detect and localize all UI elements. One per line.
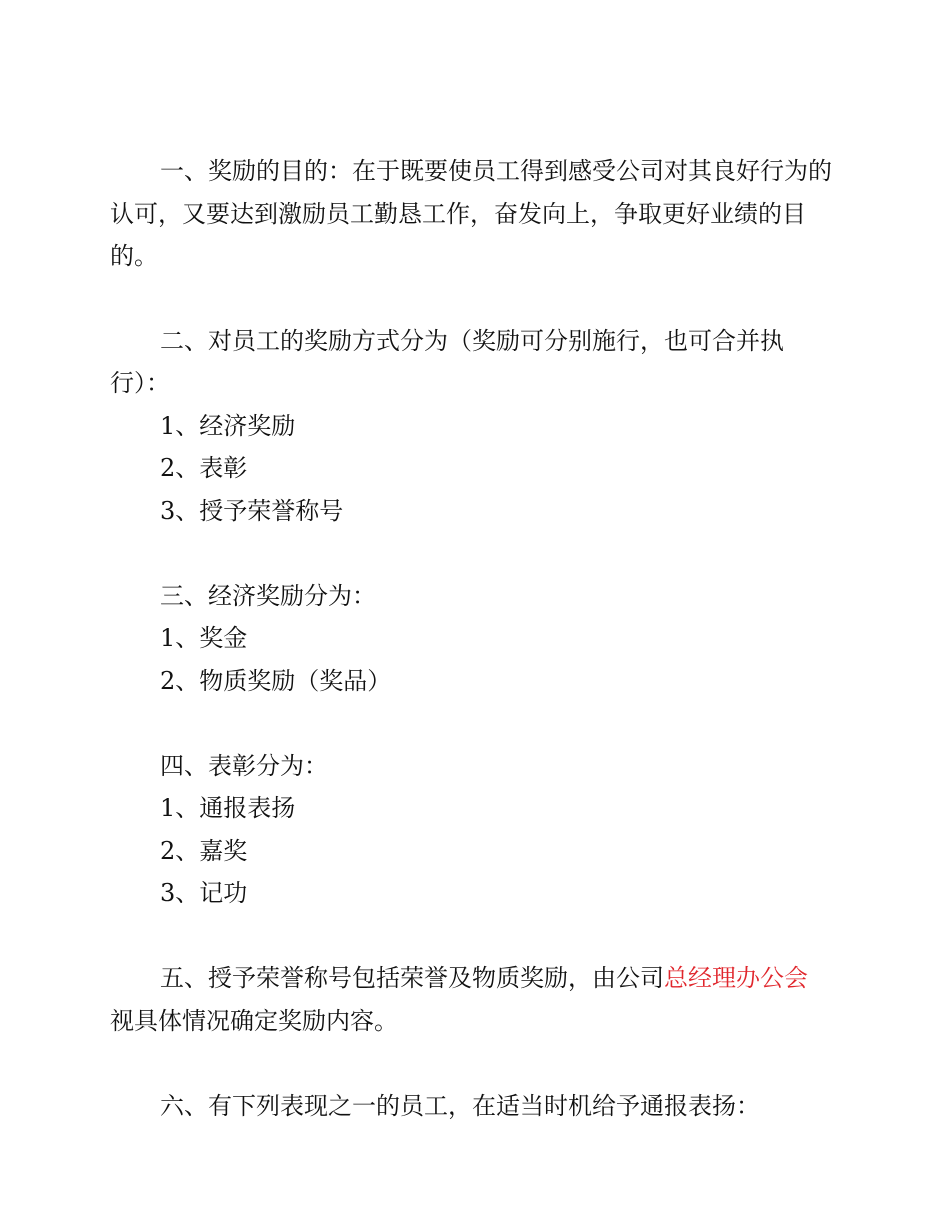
section-5-line-1 (160, 963, 808, 993)
section-2-item-1: 1、经济奖励 (160, 412, 296, 440)
section-4-item-1: 1、通报表扬 (160, 794, 296, 822)
section-3-item-2: 2、物质奖励（奖品） (160, 667, 392, 695)
section-1-line-2: 认可，又要达到激励员工勤恳工作，奋发向上，争取更好业绩的目 (110, 200, 806, 228)
section-2-line-2: 行）： (110, 369, 170, 397)
section-6-line-1: 六、有下列表现之一的员工，在适当时机给予通报表扬： (160, 1092, 760, 1120)
section-2-line-1: 二、对员工的奖励方式分为（奖励可分别施行，也可合并执 (160, 327, 784, 355)
section-5-line-1-text: 五、授予荣誉称号包括荣誉及物质奖励，由公司 (160, 964, 664, 992)
section-1-line-1: 一、奖励的目的：在于既要使员工得到感受公司对其良好行为的 (160, 157, 832, 185)
section-4-item-2: 2、嘉奖 (160, 837, 248, 865)
section-2-item-3: 3、授予荣誉称号 (160, 497, 344, 525)
section-4-heading: 四、表彰分为： (160, 752, 328, 780)
highlighted-text: 总经理办公会 (664, 964, 808, 992)
section-5-line-2: 视具体情况确定奖励内容。 (110, 1007, 398, 1035)
section-3-heading: 三、经济奖励分为： (160, 582, 376, 610)
section-3-item-1: 1、奖金 (160, 624, 248, 652)
section-4-item-3: 3、记功 (160, 879, 248, 907)
section-1-line-3: 的。 (110, 242, 158, 270)
section-2-item-2: 2、表彰 (160, 454, 248, 482)
